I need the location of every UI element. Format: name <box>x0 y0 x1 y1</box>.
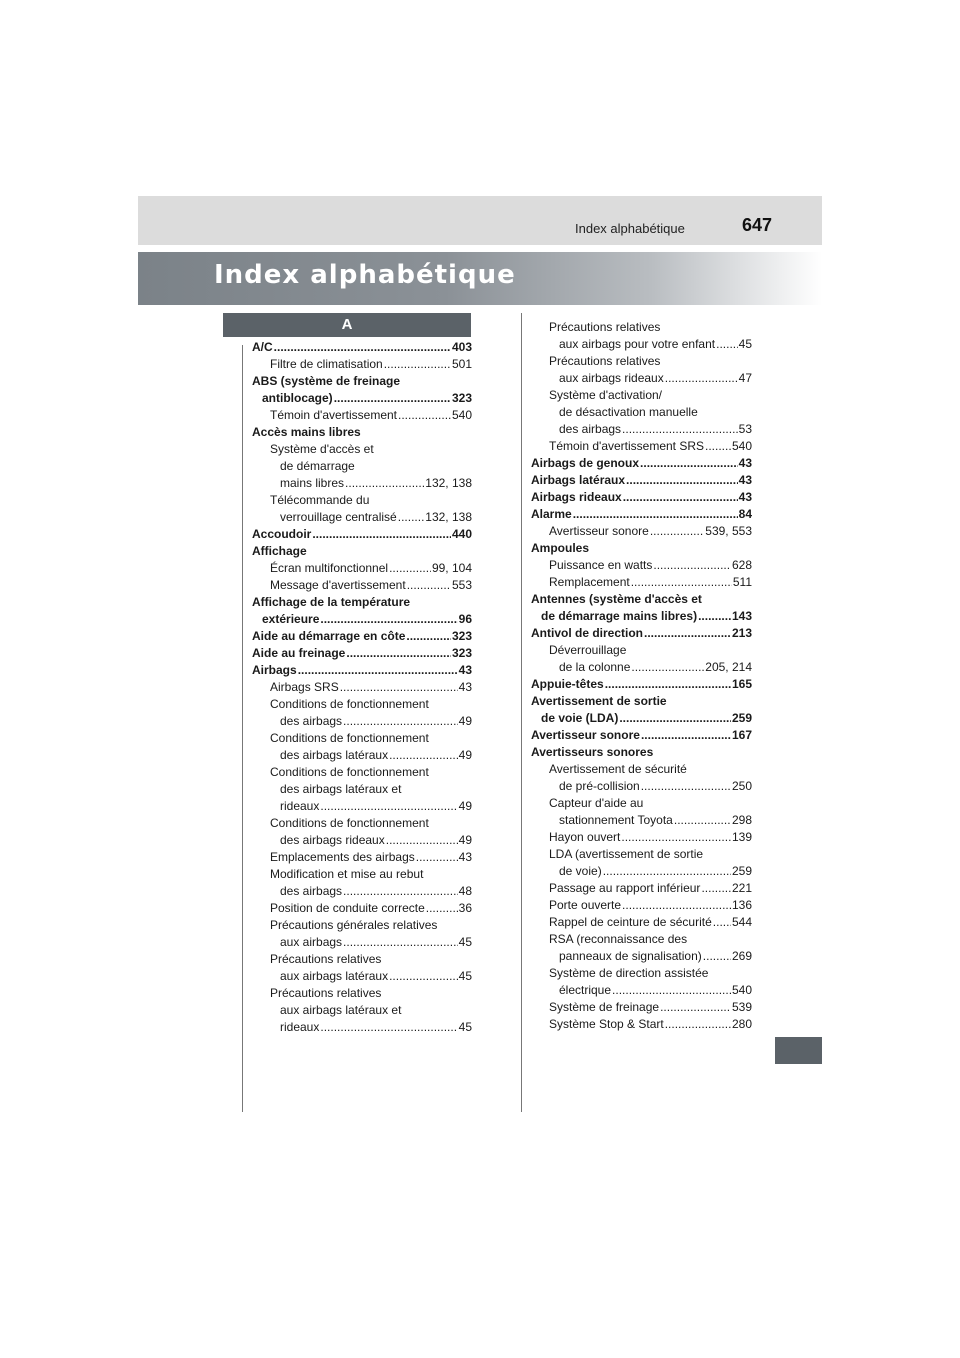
page-reference[interactable]: 49 <box>458 748 472 762</box>
index-entry <box>531 455 752 472</box>
entry-term: RSA (reconnaissance des <box>549 932 688 946</box>
leader-dots <box>705 438 731 455</box>
leader-dots <box>345 475 424 492</box>
entry-term: panneaux de signalisation) <box>559 949 702 963</box>
index-entry-continued <box>252 781 472 798</box>
entry-term: Filtre de climatisation <box>270 357 383 371</box>
entry-term: Précautions relatives <box>270 986 382 1000</box>
page-reference[interactable]: 544 <box>731 915 752 929</box>
entry-term: Accès mains libres <box>252 425 361 439</box>
page-reference[interactable]: 323 <box>451 629 472 643</box>
page-reference[interactable]: 539, 553 <box>705 524 752 538</box>
page-reference[interactable]: 43 <box>738 473 752 487</box>
page-reference[interactable]: 36 <box>458 901 472 915</box>
page-reference[interactable]: 43 <box>458 680 472 694</box>
page-reference[interactable]: 96 <box>458 612 472 626</box>
index-entry-continued <box>252 424 472 441</box>
page-reference[interactable]: 49 <box>458 714 472 728</box>
leader-dots <box>631 574 732 591</box>
entry-term: aux airbags latéraux <box>280 969 389 983</box>
index-entry <box>252 798 472 815</box>
index-entry-continued <box>252 458 472 475</box>
entry-term: aux airbags pour votre enfant <box>559 337 716 351</box>
page-reference[interactable]: 167 <box>731 728 752 742</box>
entry-term: Affichage <box>252 544 307 558</box>
entry-term: aux airbags rideaux <box>559 371 664 385</box>
entry-term: Avertissement de sortie <box>531 694 667 708</box>
page-reference[interactable]: 540 <box>731 439 752 453</box>
running-header: Index alphabétique <box>575 221 685 236</box>
index-entry-continued <box>531 540 752 557</box>
leader-dots <box>619 710 731 727</box>
index-entry <box>252 747 472 764</box>
index-entry <box>252 628 472 645</box>
index-entry <box>531 336 752 353</box>
leader-dots <box>298 662 458 679</box>
leader-dots <box>389 747 458 764</box>
leader-dots <box>644 625 731 642</box>
leader-dots <box>389 968 458 985</box>
page-reference[interactable]: 43 <box>458 850 472 864</box>
entry-term: Système Stop & Start <box>549 1017 664 1031</box>
entry-term: Appuie-têtes <box>531 677 604 691</box>
index-entry-continued <box>252 917 472 934</box>
leader-dots <box>426 900 458 917</box>
index-entry-continued <box>252 764 472 781</box>
index-entry <box>531 574 752 591</box>
page-reference[interactable]: 99, 104 <box>431 561 472 575</box>
leader-dots <box>320 798 457 815</box>
entry-term: rideaux <box>280 1020 320 1034</box>
page-reference[interactable]: 47 <box>738 371 752 385</box>
index-entry-continued <box>252 441 472 458</box>
leader-dots <box>334 390 451 407</box>
leader-dots <box>622 897 731 914</box>
entry-term: Aide au freinage <box>252 646 346 660</box>
index-entry-continued <box>531 965 752 982</box>
index-entry <box>531 727 752 744</box>
leader-dots <box>340 679 458 696</box>
entry-term: de voie (LDA) <box>541 711 619 725</box>
entry-term: des airbags <box>280 714 343 728</box>
entry-term: Système de freinage <box>549 1000 660 1014</box>
page-reference[interactable]: 323 <box>451 391 472 405</box>
leader-dots <box>640 455 738 472</box>
entry-term: aux airbags <box>280 935 343 949</box>
entry-term: rideaux <box>280 799 320 813</box>
page-reference[interactable]: 323 <box>451 646 472 660</box>
index-entry <box>531 999 752 1016</box>
entry-term: Puissance en watts <box>549 558 653 572</box>
leader-dots <box>320 1019 457 1036</box>
index-entry <box>252 679 472 696</box>
entry-term: ABS (système de freinage <box>252 374 401 388</box>
entry-term: Capteur d'aide au <box>549 796 644 810</box>
index-entry-continued <box>252 696 472 713</box>
index-entry-continued <box>252 866 472 883</box>
entry-term: Précautions générales relatives <box>270 918 438 932</box>
page-reference[interactable]: 45 <box>458 935 472 949</box>
entry-term: des airbags rideaux <box>280 833 385 847</box>
page-reference[interactable]: 45 <box>458 1020 472 1034</box>
index-entry <box>531 438 752 455</box>
page-reference[interactable]: 84 <box>738 507 752 521</box>
entry-term: Ampoules <box>531 541 590 555</box>
index-entry-continued <box>252 951 472 968</box>
index-entry <box>252 526 472 543</box>
leader-dots <box>626 472 738 489</box>
index-column-left <box>252 339 472 1036</box>
entry-term: Porte ouverte <box>549 898 622 912</box>
page-reference[interactable]: 43 <box>458 663 472 677</box>
index-entry-continued <box>531 387 752 404</box>
index-entry-continued <box>531 931 752 948</box>
entry-term: Hayon ouvert <box>549 830 621 844</box>
entry-term: Modification et mise au rebut <box>270 867 424 881</box>
leader-dots <box>623 489 738 506</box>
leader-dots <box>312 526 451 543</box>
page-reference[interactable]: 269 <box>731 949 752 963</box>
page-reference[interactable]: 540 <box>731 983 752 997</box>
page-reference[interactable]: 49 <box>458 799 472 813</box>
index-entry <box>252 407 472 424</box>
leader-dots <box>274 339 451 356</box>
page-reference[interactable]: 213 <box>731 626 752 640</box>
leader-dots <box>665 1016 731 1033</box>
entry-term: Remplacement <box>549 575 630 589</box>
entry-term: Airbags rideaux <box>531 490 622 504</box>
leader-dots <box>416 849 458 866</box>
index-entry-continued <box>531 795 752 812</box>
entry-term: Précautions relatives <box>549 354 661 368</box>
entry-term: Airbags latéraux <box>531 473 626 487</box>
page-reference[interactable]: 501 <box>451 357 472 371</box>
index-entry <box>531 506 752 523</box>
index-entry-continued <box>252 543 472 560</box>
page-number: 647 <box>742 215 773 235</box>
page-reference[interactable]: 49 <box>458 833 472 847</box>
entry-term: LDA (avertissement de sortie <box>549 847 704 861</box>
page-reference[interactable]: 403 <box>451 340 472 354</box>
index-entry <box>531 676 752 693</box>
entry-term: Emplacements des airbags <box>270 850 415 864</box>
leader-dots <box>406 628 451 645</box>
leader-dots <box>660 999 731 1016</box>
index-entry <box>252 849 472 866</box>
entry-term: Antennes (système d'accès et <box>531 592 702 606</box>
leader-dots <box>716 336 738 353</box>
header-bar <box>138 196 822 245</box>
entry-term: de voie) <box>559 864 602 878</box>
leader-dots <box>622 421 738 438</box>
entry-term: Télécommande du <box>270 493 370 507</box>
entry-term: Témoin d'avertissement <box>270 408 398 422</box>
index-entry <box>531 880 752 897</box>
page-reference[interactable]: 553 <box>451 578 472 592</box>
index-entry <box>531 472 752 489</box>
entry-term: Précautions relatives <box>549 320 661 334</box>
entry-term: Conditions de fonctionnement <box>270 697 429 711</box>
index-entry <box>531 489 752 506</box>
index-entry <box>252 900 472 917</box>
index-entry <box>531 812 752 829</box>
index-entry-continued <box>531 319 752 336</box>
entry-term: antiblocage) <box>262 391 333 405</box>
page-reference[interactable]: 511 <box>732 575 752 589</box>
entry-term: électrique <box>559 983 612 997</box>
page-reference[interactable]: 440 <box>451 527 472 541</box>
index-entry <box>531 948 752 965</box>
page-reference[interactable]: 139 <box>731 830 752 844</box>
index-entry-continued <box>531 591 752 608</box>
index-entry-continued <box>252 985 472 1002</box>
index-entry <box>252 883 472 900</box>
index-entry <box>531 1016 752 1033</box>
index-entry <box>252 934 472 951</box>
entry-term: Précautions relatives <box>270 952 382 966</box>
leader-dots <box>343 713 458 730</box>
leader-dots <box>398 509 425 526</box>
index-entry <box>531 608 752 625</box>
leader-dots <box>631 659 704 676</box>
entry-term: Système d'accès et <box>270 442 374 456</box>
entry-term: Avertissement de sécurité <box>549 762 687 776</box>
index-entry <box>531 897 752 914</box>
leader-dots <box>346 645 451 662</box>
index-entry-continued <box>252 1002 472 1019</box>
page-reference[interactable]: 43 <box>738 456 752 470</box>
index-entry <box>531 523 752 540</box>
leader-dots <box>665 370 738 387</box>
entry-term: Conditions de fonctionnement <box>270 731 429 745</box>
leader-dots <box>653 557 731 574</box>
index-entry-continued <box>531 846 752 863</box>
entry-term: Avertisseurs sonores <box>531 745 654 759</box>
index-entry <box>531 421 752 438</box>
page-reference[interactable]: 539 <box>731 1000 752 1014</box>
index-entry <box>252 577 472 594</box>
index-entry <box>531 625 752 642</box>
index-entry <box>531 778 752 795</box>
leader-dots <box>612 982 731 999</box>
entry-term: mains libres <box>280 476 345 490</box>
entry-term: Airbags SRS <box>270 680 339 694</box>
entry-term: Conditions de fonctionnement <box>270 765 429 779</box>
leader-dots <box>398 407 451 424</box>
leader-dots <box>407 577 451 594</box>
index-entry <box>531 982 752 999</box>
index-entry <box>252 339 472 356</box>
page-reference[interactable]: 53 <box>738 422 752 436</box>
leader-dots <box>573 506 738 523</box>
entry-term: Avertisseur sonore <box>549 524 649 538</box>
index-entry <box>252 832 472 849</box>
entry-term: de démarrage mains libres) <box>541 609 698 623</box>
index-entry <box>252 645 472 662</box>
leader-dots <box>603 863 731 880</box>
entry-term: Accoudoir <box>252 527 312 541</box>
leader-dots <box>641 727 731 744</box>
index-entry-continued <box>252 815 472 832</box>
index-entry <box>531 914 752 931</box>
leader-dots <box>605 676 731 693</box>
page-reference[interactable]: 165 <box>731 677 752 691</box>
entry-term: des airbags latéraux <box>280 748 389 762</box>
entry-term: Témoin d'avertissement SRS <box>549 439 705 453</box>
index-entry <box>531 829 752 846</box>
page-reference[interactable]: 132, 138 <box>425 510 472 524</box>
leader-dots <box>641 778 731 795</box>
entry-term: Position de conduite correcte <box>270 901 425 915</box>
page-reference[interactable]: 628 <box>731 558 752 572</box>
index-entry <box>531 710 752 727</box>
entry-term: des airbags <box>280 884 343 898</box>
leader-dots <box>343 883 458 900</box>
entry-term: Déverrouillage <box>549 643 627 657</box>
letter-section-header: A <box>223 313 471 337</box>
index-entry <box>252 611 472 628</box>
column-rule-left <box>242 345 243 1112</box>
entry-term: Écran multifonctionnel <box>270 561 389 575</box>
leader-dots <box>701 880 731 897</box>
entry-term: Aide au démarrage en côte <box>252 629 406 643</box>
leader-dots <box>320 611 457 628</box>
entry-term: Système d'activation/ <box>549 388 663 402</box>
leader-dots <box>389 560 431 577</box>
entry-term: Airbags <box>252 663 297 677</box>
index-entry <box>252 713 472 730</box>
entry-term: Message d'avertissement <box>270 578 406 592</box>
index-entry-continued <box>252 492 472 509</box>
index-entry <box>252 1019 472 1036</box>
leader-dots <box>384 356 451 373</box>
index-entry <box>531 659 752 676</box>
leader-dots <box>698 608 731 625</box>
leader-dots <box>713 914 731 931</box>
index-column-right <box>531 319 752 1033</box>
page-reference[interactable]: 298 <box>731 813 752 827</box>
entry-term: de pré-collision <box>559 779 640 793</box>
index-entry-continued <box>531 761 752 778</box>
index-entry <box>252 968 472 985</box>
page-reference[interactable]: 259 <box>731 711 752 725</box>
entry-term: Alarme <box>531 507 572 521</box>
page-reference[interactable]: 540 <box>451 408 472 422</box>
entry-term: Affichage de la température <box>252 595 411 609</box>
leader-dots <box>343 934 458 951</box>
entry-term: Système de direction assistée <box>549 966 709 980</box>
leader-dots <box>650 523 704 540</box>
entry-term: des airbags latéraux et <box>280 782 402 796</box>
index-entry-continued <box>531 693 752 710</box>
index-entry-continued <box>531 404 752 421</box>
page-reference[interactable]: 45 <box>458 969 472 983</box>
index-entry-continued <box>531 353 752 370</box>
entry-term: extérieure <box>262 612 320 626</box>
index-entry <box>531 370 752 387</box>
entry-term: A/C <box>252 340 273 354</box>
index-entry-continued <box>252 730 472 747</box>
entry-term: de démarrage <box>280 459 355 473</box>
index-entry <box>252 662 472 679</box>
page-reference[interactable]: 43 <box>738 490 752 504</box>
page-reference[interactable]: 205, 214 <box>705 660 752 674</box>
index-entry <box>252 509 472 526</box>
entry-term: Antivol de direction <box>531 626 644 640</box>
page-reference[interactable]: 132, 138 <box>425 476 472 490</box>
page-reference[interactable]: 259 <box>731 864 752 878</box>
entry-term: des airbags <box>559 422 622 436</box>
index-entry-continued <box>252 594 472 611</box>
entry-term: de désactivation manuelle <box>559 405 698 419</box>
index-entry-continued <box>531 744 752 761</box>
entry-term: Conditions de fonctionnement <box>270 816 429 830</box>
page-reference[interactable]: 221 <box>731 881 752 895</box>
page-reference[interactable]: 136 <box>731 898 752 912</box>
leader-dots <box>703 948 731 965</box>
entry-term: de la colonne <box>559 660 631 674</box>
page-reference[interactable]: 250 <box>731 779 752 793</box>
leader-dots <box>674 812 731 829</box>
index-entry <box>252 356 472 373</box>
page-reference[interactable]: 280 <box>731 1017 752 1031</box>
index-entry <box>252 475 472 492</box>
page-reference[interactable]: 48 <box>458 884 472 898</box>
page-title: Index alphabétique <box>214 260 516 290</box>
leader-dots <box>386 832 458 849</box>
entry-term: Rappel de ceinture de sécurité <box>549 915 712 929</box>
index-entry-continued <box>531 642 752 659</box>
index-entry <box>252 390 472 407</box>
page-reference[interactable]: 45 <box>738 337 752 351</box>
entry-term: aux airbags latéraux et <box>280 1003 402 1017</box>
index-entry-continued <box>252 373 472 390</box>
column-rule-right <box>521 313 522 1112</box>
leader-dots <box>621 829 731 846</box>
index-entry <box>252 560 472 577</box>
index-entry <box>531 863 752 880</box>
page-reference[interactable]: 143 <box>731 609 752 623</box>
entry-term: stationnement Toyota <box>559 813 673 827</box>
chapter-tab <box>775 1037 822 1064</box>
entry-term: Avertisseur sonore <box>531 728 640 742</box>
entry-term: verrouillage centralisé <box>280 510 397 524</box>
entry-term: Passage au rapport inférieur <box>549 881 701 895</box>
index-entry <box>531 557 752 574</box>
entry-term: Airbags de genoux <box>531 456 640 470</box>
